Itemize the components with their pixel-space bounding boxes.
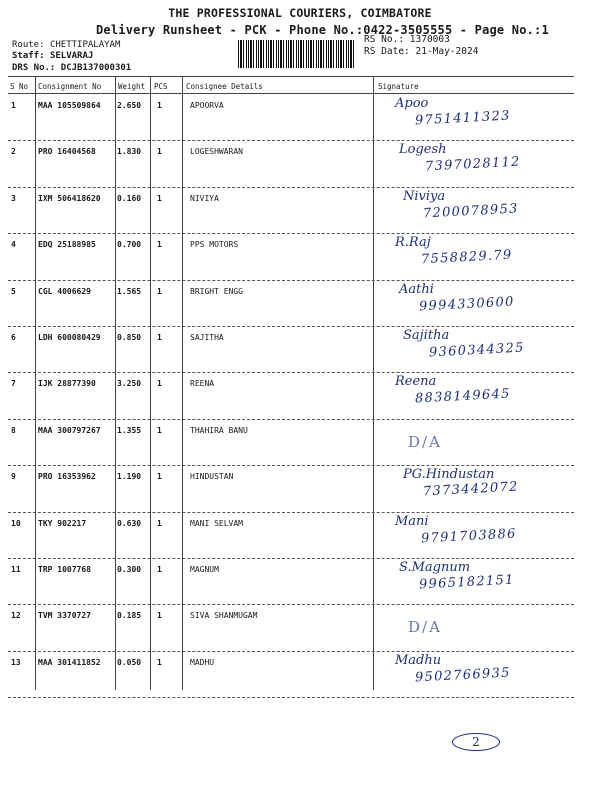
row-separator [8, 604, 574, 605]
row-weight: 1.565 [117, 287, 142, 296]
row-consignee: MANI SELVAM [190, 519, 243, 528]
signature-name: Apoo [395, 96, 429, 111]
row-weight: 0.300 [117, 565, 142, 574]
signature-name: Mani [395, 514, 429, 529]
signature-phone: 9994330600 [418, 294, 516, 315]
row-separator [8, 140, 574, 141]
row-consignment-no: LDH 600080429 [38, 333, 101, 342]
divider-weight [150, 76, 151, 690]
row-consignment-no: EDQ 25188985 [38, 240, 96, 249]
row-separator [8, 651, 574, 652]
row-weight: 0.630 [117, 519, 142, 528]
row-consignment-no: MAA 301411852 [38, 658, 101, 667]
row-signature [399, 560, 516, 593]
signature-phone: 9791703886 [420, 526, 518, 547]
divider-pcs [182, 76, 183, 690]
row-consignee: REENA [190, 379, 215, 388]
row-separator [8, 372, 574, 373]
signature-name: R.Raj [395, 235, 431, 250]
row-consignee: MADHU [190, 658, 215, 667]
runsheet-subtitle: Delivery Runsheet - PCK - Phone No.:0422-3505555 - Page No.:1 [96, 23, 549, 37]
signature-name: Madhu [395, 653, 442, 668]
row-pcs: 1 [157, 426, 162, 435]
route-value: CHETTIPALAYAM [49, 40, 121, 50]
row-da-mark: D/A [408, 618, 442, 636]
divider-consignee [373, 76, 374, 690]
row-sno: 9 [11, 472, 16, 481]
row-consignee: APOORVA [190, 101, 224, 110]
row-separator [8, 326, 574, 327]
row-separator [8, 558, 574, 559]
row-consignment-no: TVM 3370727 [38, 611, 91, 620]
row-weight: 2.650 [117, 101, 142, 110]
table-top-rule [8, 76, 574, 77]
route-line [12, 40, 120, 50]
row-separator [8, 280, 574, 281]
rs-no-label: RS No.: [364, 34, 405, 45]
row-signature [395, 235, 513, 268]
col-consignee: Consignee Details [186, 82, 263, 91]
signature-name: PG.Hindustan [403, 467, 495, 482]
row-sno: 3 [11, 194, 16, 203]
row-consignment-no: IXM 506418620 [38, 194, 101, 203]
signature-phone: 9965182151 [418, 572, 516, 593]
row-consignment-no: MAA 300797267 [38, 426, 101, 435]
row-weight: 1.355 [117, 426, 142, 435]
rs-no-value: 1370003 [409, 34, 450, 45]
row-pcs: 1 [157, 287, 162, 296]
row-pcs: 1 [157, 147, 162, 156]
rs-date-label: RS Date: [364, 46, 410, 57]
row-sno: 8 [11, 426, 16, 435]
staff-label: Staff: [12, 51, 45, 61]
route-label: Route: [12, 40, 45, 50]
row-weight: 0.160 [117, 194, 142, 203]
drs-line [12, 63, 131, 73]
row-consignee: SIVA SHANMUGAM [190, 611, 258, 620]
rs-number-line [364, 34, 450, 45]
col-signature: Signature [378, 82, 419, 91]
row-consignee: NIVIYA [190, 194, 219, 203]
row-separator [8, 697, 574, 698]
row-pcs: 1 [157, 101, 162, 110]
row-weight: 1.830 [117, 147, 142, 156]
row-weight: 3.250 [117, 379, 142, 388]
row-signature [403, 328, 526, 361]
row-sno: 11 [11, 565, 21, 574]
signature-name: Aathi [399, 282, 434, 297]
row-signature [403, 467, 520, 500]
row-weight: 0.050 [117, 658, 142, 667]
row-consignee: HINDUSTAN [190, 472, 234, 481]
row-sno: 2 [11, 147, 16, 156]
header-bottom-rule [8, 93, 574, 94]
row-consignee: PPS MOTORS [190, 240, 239, 249]
row-signature [403, 189, 520, 222]
row-weight: 0.850 [117, 333, 142, 342]
drs-value: DCJB137000301 [60, 63, 132, 73]
signature-name: Niviya [403, 189, 446, 204]
row-consignee: THAHIRA BANU [190, 426, 248, 435]
row-separator [8, 465, 574, 466]
row-sno: 5 [11, 287, 16, 296]
row-consignee: MAGNUM [190, 565, 219, 574]
signature-phone: 9751411323 [414, 108, 512, 129]
row-sno: 10 [11, 519, 21, 528]
row-sno: 4 [11, 240, 16, 249]
staff-line [12, 51, 93, 61]
row-consignment-no: CGL 4006629 [38, 287, 91, 296]
signature-phone: 7373442072 [422, 479, 520, 500]
row-separator [8, 512, 574, 513]
signature-phone: 7558829.79 [420, 247, 513, 268]
signature-phone: 7200078953 [422, 201, 520, 222]
row-signature [395, 514, 518, 547]
row-pcs: 1 [157, 565, 162, 574]
divider-sno [35, 76, 36, 690]
row-separator [8, 187, 574, 188]
row-signature [399, 282, 516, 315]
row-consignment-no: PRO 16353962 [38, 472, 96, 481]
row-pcs: 1 [157, 658, 162, 667]
row-pcs: 1 [157, 611, 162, 620]
row-weight: 0.700 [117, 240, 142, 249]
row-pcs: 1 [157, 379, 162, 388]
row-consignment-no: TRP 1007768 [38, 565, 91, 574]
drs-label: DRS No.: [12, 63, 56, 73]
row-pcs: 1 [157, 519, 162, 528]
row-pcs: 1 [157, 472, 162, 481]
row-signature [399, 142, 522, 175]
row-weight: 1.190 [117, 472, 142, 481]
row-signature [395, 374, 512, 407]
signature-phone: 8838149645 [414, 386, 512, 407]
row-sno: 6 [11, 333, 16, 342]
company-title: THE PROFESSIONAL COURIERS, COIMBATORE [168, 6, 432, 20]
row-signature [395, 653, 512, 686]
row-consignment-no: PRO 16404568 [38, 147, 96, 156]
row-consignee: LOGESHWARAN [190, 147, 243, 156]
handwritten-page-mark: 2 [452, 733, 500, 751]
row-sno: 1 [11, 101, 16, 110]
divider-consignment [115, 76, 116, 690]
col-consignment: Consignment No [38, 82, 102, 91]
row-pcs: 1 [157, 333, 162, 342]
row-consignee: SAJITHA [190, 333, 224, 342]
signature-name: Logesh [399, 142, 447, 157]
signature-phone: 9502766935 [414, 665, 512, 686]
signature-name: Reena [395, 374, 437, 389]
row-sno: 13 [11, 658, 21, 667]
row-sno: 12 [11, 611, 21, 620]
row-weight: 0.185 [117, 611, 142, 620]
col-sno: S No [10, 82, 29, 91]
staff-value: SELVARAJ [49, 51, 94, 61]
col-pcs: PCS [154, 82, 168, 91]
signature-phone: 9360344325 [428, 340, 526, 361]
barcode [238, 40, 356, 68]
signature-name: Sajitha [403, 328, 450, 343]
row-signature [395, 96, 512, 129]
row-pcs: 1 [157, 194, 162, 203]
row-da-mark: D/A [408, 433, 442, 451]
col-weight: Weight [118, 82, 146, 91]
row-consignment-no: MAA 105509864 [38, 101, 101, 110]
row-consignee: BRIGHT ENGG [190, 287, 243, 296]
row-consignment-no: TKY 902217 [38, 519, 87, 528]
rs-date-value: 21-May-2024 [415, 46, 479, 57]
row-separator [8, 233, 574, 234]
row-consignment-no: IJK 28877390 [38, 379, 96, 388]
signature-name: S.Magnum [399, 560, 471, 575]
row-pcs: 1 [157, 240, 162, 249]
rs-date-line [364, 46, 478, 57]
row-separator [8, 419, 574, 420]
signature-phone: 7397028112 [424, 154, 522, 175]
row-sno: 7 [11, 379, 16, 388]
